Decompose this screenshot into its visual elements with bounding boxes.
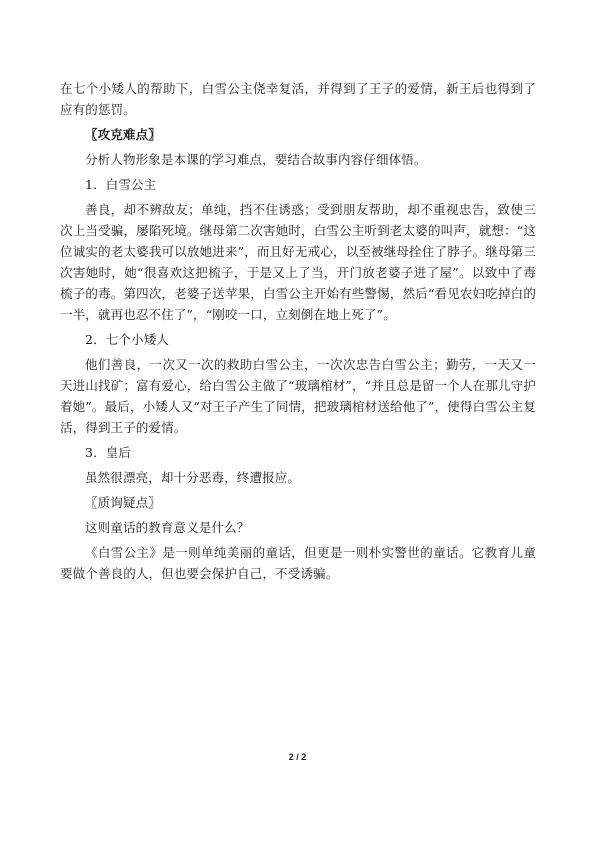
heading-difficulty: 〖攻克难点〗 xyxy=(85,127,161,142)
item-title-snow-white: 1．白雪公主 xyxy=(85,177,157,192)
paragraph-queen: 虽然很漂亮，却十分恶毒，终遭报应。 xyxy=(85,470,301,485)
paragraph-question: 这则童话的教育意义是什么？ xyxy=(85,520,250,535)
page-number: 2 / 2 xyxy=(288,752,307,762)
paragraph-intro-end: 在七个小矮人的帮助下，白雪公主侥幸复活，并得到了王子的爱情，新王后也得到了应有的惩罚。 xyxy=(60,81,536,117)
heading-question: 〖质询疑点〗 xyxy=(85,495,161,510)
paragraph-snow-white: 善良，却不辨敌友；单纯，挡不住诱惑；受到朋友帮助，却不重视忠告，致使三次上当受骗，屡陷死境。继母第二次害她时，白雪公主听到老太婆的叫声，就想：“这位诚实的老太婆我可以放她进来”，而且好无戒心，以至被继母拴住了脖子。继母第三次害她时，她“很喜欢这把梳子，于是又上了当，开门放老婆子进了屋”。以致中了毒梳子的毒。第四次，老婆子送苹果，白雪公主开始有些警惕，然后“看见农妇吃掉白的一半，就再也忍不住了”，“刚咬一口，立刻倒在地上死了”。 xyxy=(60,202,536,322)
paragraph-seven-dwarfs: 他们善良，一次又一次的救助白雪公主，一次次忠告白雪公主；勤劳，一天又一天进山找矿；富有爱心，给白雪公主做了“玻璃棺材”，“并且总是留一个人在那儿守护着她”。最后，小矮人又“对王子产生了同情，把玻璃棺材送给他了”，使得白雪公主复活，得到王子的爱情。 xyxy=(60,357,536,435)
document-body xyxy=(60,78,536,584)
paragraph-answer: 《白雪公主》是一则单纯美丽的童话，但更是一则朴实警世的童话。它教育儿童要做个善良的人，但也要会保护自己，不受诱骗。 xyxy=(60,545,536,581)
item-title-seven-dwarfs: 2．七个小矮人 xyxy=(85,332,170,347)
paragraph-difficulty-desc: 分析人物形象是本课的学习难点，要结合故事内容仔细体悟。 xyxy=(85,152,427,167)
item-title-queen: 3．皇后 xyxy=(85,445,132,460)
